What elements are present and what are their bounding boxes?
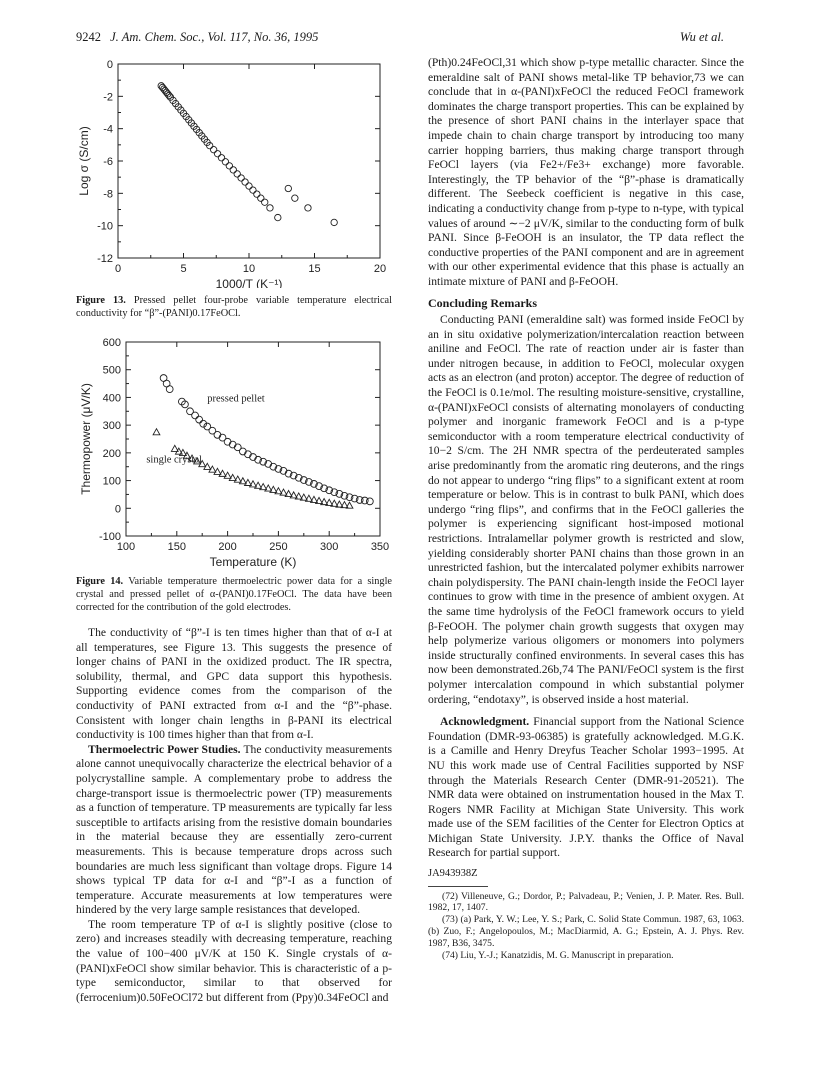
y-axis-label: Log σ (S/cm) xyxy=(77,126,91,196)
data-point xyxy=(242,179,248,185)
data-point xyxy=(238,175,244,181)
data-point xyxy=(214,151,220,157)
annotation-label: pressed pellet xyxy=(207,393,265,405)
x-axis-label: Temperature (K) xyxy=(209,555,297,569)
references-divider xyxy=(428,886,488,887)
data-point-pressed-pellet xyxy=(239,448,246,455)
x-tick-label: 300 xyxy=(320,541,339,553)
data-point xyxy=(267,205,273,211)
x-tick-label: 100 xyxy=(116,541,136,553)
data-point xyxy=(230,167,236,173)
reference-item: (72) Villeneuve, G.; Dordor, P.; Palvadeau, P.; Venien, J. P. Mater. Res. Bull. 1982, 17, 1407. xyxy=(428,890,744,914)
data-point xyxy=(285,185,291,191)
x-axis-label: 1000/T (K⁻¹) xyxy=(215,277,283,288)
data-point-pressed-pellet xyxy=(229,441,236,448)
reference-item: (74) Liu, Y.-J.; Kanatzidis, M. G. Manuscript in preparation. xyxy=(442,949,674,961)
y-tick-label: 400 xyxy=(102,392,121,405)
data-point xyxy=(331,219,337,225)
figure-14 xyxy=(76,334,392,577)
annotation-label: single crystal xyxy=(146,454,203,466)
figure-14-caption-label: Figure 14. xyxy=(76,576,124,587)
running-header xyxy=(76,30,318,45)
section-heading-acknowledgment: Acknowledgment. xyxy=(440,715,530,729)
figure-14-plot xyxy=(76,334,392,572)
y-tick-label: -12 xyxy=(97,253,113,265)
y-tick-label: 600 xyxy=(102,337,121,349)
paragraph-pth: (Pth)0.24FeOCl,31 which show p-type metallic character. Since the emeraldine salt of PANI shows metal-like TP behavior,73 we can conclude that in α-(PANI)xFeOCl the reduced FeOCl framework dominates the charge transport properties. This can be explained by the presence of short PANI chains in the interlayer space that impede chain to chain charge transport by introducing too many carrier hopping barriers, thus making charge transport through FeOCl layers (via Fe2+/Fe3+ exchange) more favorable. Interestingly, the TP behavior of the “β”-phase is dramatically different. The Seebeck coefficient is negative in this case, indicating a conductivity change from p-type to n-type, with typical values of around ∼−2 μV/K, similar to the conducting form of bulk PANI. Since β-FeOOH is an insulator, the TP data reflect the conductive properties of the PANI component and are in agreement with our other experimental evidence that this phase is actually an intimate mixture of PANI and β-FeOOH. xyxy=(428,56,744,288)
data-point-pressed-pellet xyxy=(192,412,199,419)
data-point-pressed-pellet xyxy=(366,498,373,505)
y-tick-label: 300 xyxy=(102,420,121,433)
x-tick-label: 15 xyxy=(308,263,321,275)
data-point xyxy=(226,163,232,169)
manuscript-id: JA943938Z xyxy=(428,868,478,880)
y-axis-label: Thermopower (μV/K) xyxy=(79,383,93,495)
data-point-pressed-pellet xyxy=(245,451,252,458)
left-column-body xyxy=(76,626,392,1005)
x-tick-label: 20 xyxy=(373,263,387,275)
y-tick-label: -6 xyxy=(103,156,113,168)
data-point-pressed-pellet xyxy=(196,416,203,423)
figure-13-plot xyxy=(76,56,392,288)
data-point-pressed-pellet xyxy=(214,431,221,438)
paragraph-thermoelectric xyxy=(76,743,392,918)
paragraph-acknowledgment xyxy=(428,715,744,861)
data-point xyxy=(305,205,311,211)
figure-13-caption-text: Pressed pellet four-probe variable temperature electrical conductivity for “β”-(PANI)0.17FeOCl. xyxy=(76,295,392,319)
figure-13-caption xyxy=(76,294,392,320)
figure-13-caption-label: Figure 13. xyxy=(76,295,126,306)
section-heading-thermoelectric: Thermoelectric Power Studies. xyxy=(88,742,241,756)
reference-item: (73) (a) Park, Y. W.; Lee, Y. S.; Park, C. Solid State Commun. 1987, 63, 1063. (b) Zuo, F.; Angelopoulos, M.; MacDiarmid, A. G.; Epstein, A. J. Phys. Rev. 1987, B36, 3475. xyxy=(428,914,744,949)
data-point-pressed-pellet xyxy=(166,386,173,393)
data-point xyxy=(292,195,298,201)
figure-13 xyxy=(76,56,392,293)
data-point xyxy=(258,195,264,201)
references-list xyxy=(428,891,744,962)
y-tick-label: -100 xyxy=(98,531,121,543)
y-tick-label: 100 xyxy=(102,475,121,488)
y-tick-label: 0 xyxy=(106,59,113,71)
data-point-pressed-pellet xyxy=(250,454,257,461)
paragraph-conductivity: The conductivity of “β”-I is ten times higher than that of α-I at all temperatures, see Figure 13. This suggests the presence of longer chains of PANI in the oxidized product. The IR spectra, solubility, thermal, and GPC data support this hypothesis. Supporting evidence comes from the comparison of the conductivity of PANI extracted from α-I and the “β”-phase. Consistent with longer chain lengths in β-PANI its electrical conductivity is 100 times higher than that from α-I. xyxy=(76,626,392,742)
x-tick-label: 5 xyxy=(180,263,187,275)
data-point xyxy=(254,191,260,197)
thermoelectric-text: The conductivity measurements alone cannot unequivocally characterize the electrical behavior of a polycrystalline sample. A complementary probe to address the charge-transport issue is thermoelectric power (TP) measurements as a function of temperature. TP measurements are typically far less susceptible to artifacts arising from the resistive domain boundaries in the material because they are essentially zero-current measurements. This is because temperature drops across such boundaries are much less significant than voltage drops. Figure 14 shows typical TP data for α-I and “β”-I as a function of temperature. Accurate measurements at low temperatures were hindered by the very large sample resistances that developed. xyxy=(76,742,392,917)
page-number: 9242 xyxy=(76,30,101,44)
paragraph-concluding: Conducting PANI (emeraldine salt) was formed inside FeOCl by an in situ oxidative polymerization/intercalation reaction between aniline and FeOCl. The rate of reaction under air is faster than under nitrogen because, in addition to FeOCl, molecular oxygen acts as an electron (and proton) acceptor. The degree of reduction of the FeOCl is 0.1e/mol. The resulting moisture-sensitive, crystalline, α-(PANI)xFeOCl consists of alternating monolayers of conducting polymer and inorganic framework FeOCl and is a p-type semiconductor with a room temperature electrical conductivity of 10−2 S/cm. The 2H NMR spectra of the perdeuterated samples arise predominantly from the aromatic ring deuterons, and the rings do not appear to undergo “ring flips” to a significant extent at room temperature or below. This is in contrast to bulk PANI, which does undergo “ring flips”, and confirms that in the FeOCl galleries the polymer is experiencing significant host-imposed motional restrictions. Intralamellar polymer growth is restricted and slow, yielding considerably shorter PANI chains than those grown in an unrestricted fashion, but the intercalated polymer exhibits narrower chain polydispersity. The PANI chain-length inside the FeOCl layer continues to grow with time in the presence of ambient oxygen. At the same time hydrolysis of the FeOCl framework occurs to yield β-FeOOH. The polymer chain growth suggests that oxygen may help polymerize various oligomers or monomers into polymers inside structurally confined environments. In several cases this has now been demonstrated.26b,74 The PANI/FeOCl system is the first polymer intercalation compound in which substantial polymer ordering, “endotaxy”, is observed inside a host material. xyxy=(428,313,744,706)
data-point-single-crystal xyxy=(153,429,160,435)
y-tick-label: -4 xyxy=(103,123,113,136)
figure-14-caption xyxy=(76,575,392,614)
y-tick-label: 500 xyxy=(102,364,121,377)
running-authors: Wu et al. xyxy=(679,30,724,44)
plot-frame xyxy=(118,64,380,258)
section-heading-concluding: Concluding Remarks xyxy=(428,295,538,310)
data-point-single-crystal xyxy=(346,502,353,508)
data-point xyxy=(222,159,228,165)
figure-14-caption-text: Variable temperature thermoelectric power data for a single crystal and pressed pellet of α-(PANI)0.17FeOCl. The data have been corrected for the contribution of the gold electrodes. xyxy=(76,576,392,613)
x-tick-label: 200 xyxy=(218,541,237,553)
data-point xyxy=(246,183,252,189)
y-tick-label: -2 xyxy=(103,91,113,104)
paragraph-room-temperature: The room temperature TP of α-I is slightly positive (close to zero) and increases steadily with decreasing temperature, reaching the value of 100−400 μV/K at 150 K. Single crystals of α-(PANI)xFeOCl show similar behavior. This is characteristic of a p-type semiconductor, similar to that observed for (ferrocenium)0.50FeOCl72 but different from (Ppy)0.34FeOCl and xyxy=(76,917,392,1004)
data-point xyxy=(234,171,240,177)
data-point-pressed-pellet xyxy=(224,438,231,445)
x-tick-label: 350 xyxy=(370,541,390,553)
x-tick-label: 0 xyxy=(114,263,122,275)
data-point xyxy=(275,214,281,220)
data-point xyxy=(262,199,268,205)
y-tick-label: 0 xyxy=(114,503,121,516)
data-point xyxy=(250,187,256,193)
x-tick-label: 150 xyxy=(167,541,186,553)
y-tick-label: 200 xyxy=(102,447,121,460)
x-tick-label: 10 xyxy=(242,263,256,275)
y-tick-label: -8 xyxy=(103,188,113,201)
journal-citation: J. Am. Chem. Soc., Vol. 117, No. 36, 1995 xyxy=(110,30,319,44)
data-point xyxy=(218,155,224,161)
x-tick-label: 250 xyxy=(269,541,288,553)
right-column-body xyxy=(428,56,744,961)
data-point xyxy=(210,146,216,152)
y-tick-label: -10 xyxy=(97,220,113,233)
acknowledgment-text: Financial support from the National Science Foundation (DMR-93-06385) is gratefully acknowledged. M.G.K. is a Camille and Henry Dreyfus Teacher Scholar 1993−1995. At NU this work made use of Central Facilities supported by NSF through the Materials Research Center (DMR-91-20521). The NMR data were obtained on instrumentation housed in the Max T. Rogers NMR Facility at Michigan State University. This work made use of the SEM facilities of the Center for Electron Optics at Michigan State University. J.P.Y. thanks the Office of Naval Research for partial support. xyxy=(428,715,744,860)
